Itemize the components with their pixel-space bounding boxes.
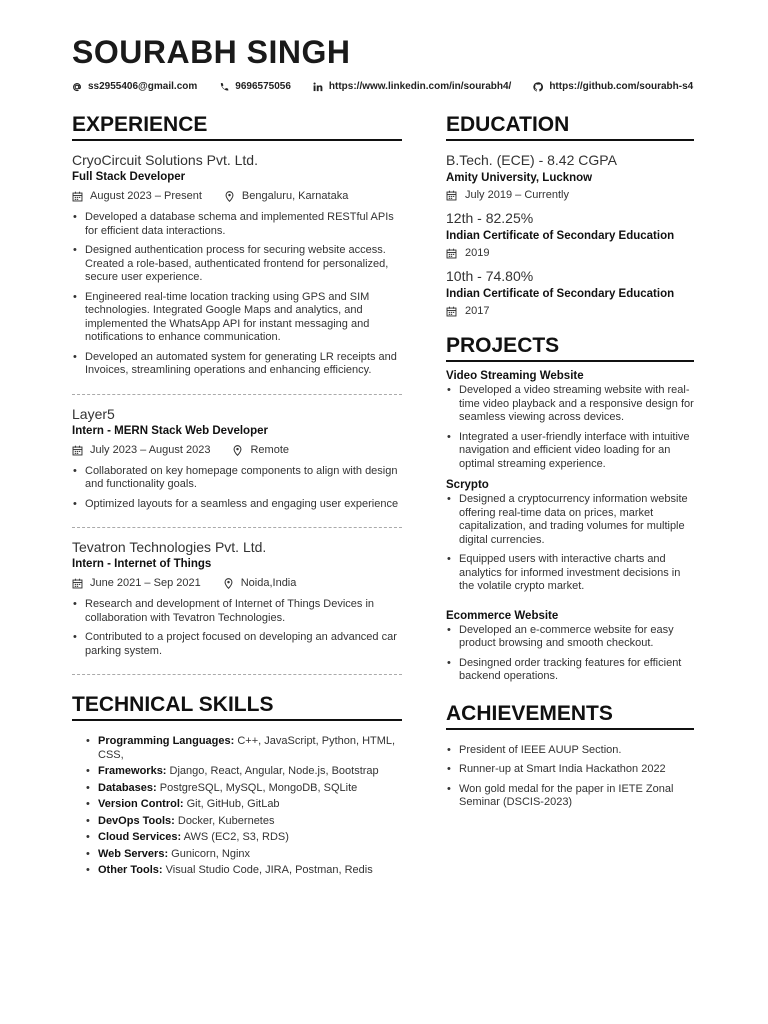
education-date-row xyxy=(446,187,694,204)
project-item xyxy=(446,368,694,471)
education-date-row xyxy=(446,303,694,320)
job-location: Bengaluru, Karnataka xyxy=(241,190,349,202)
job-role: Intern - MERN Stack Web Developer xyxy=(72,424,268,437)
skill-value: Git, GitHub, GitLab xyxy=(186,798,280,810)
skill-label: Web Servers: xyxy=(98,847,169,860)
skill-label: Other Tools: xyxy=(98,864,163,876)
email-text: ss2955406@gmail.com xyxy=(88,81,198,92)
job-dates: July 2023 – August 2023 xyxy=(90,443,211,456)
education-date: July 2019 – Currently xyxy=(465,189,569,201)
achievements-heading: ACHIEVEMENTS xyxy=(446,702,694,730)
map-pin-icon xyxy=(223,578,234,589)
skill-value: Gunicorn, Nginx xyxy=(171,847,251,860)
github-contact[interactable] xyxy=(533,81,693,92)
calendar-icon xyxy=(446,306,457,317)
institution: Indian Certificate of Secondary Education xyxy=(446,230,675,242)
skill-label: Frameworks: xyxy=(98,765,167,777)
project-bullets xyxy=(446,384,694,471)
skills-heading: TECHNICAL SKILLS xyxy=(72,693,402,721)
institution: Amity University, Lucknow xyxy=(446,172,593,184)
list-item: • Designed a cryptocurrency information website offering real-time data on prices, market capitalization, and trading volumes for multiple digital currencies. xyxy=(446,493,694,547)
phone-contact[interactable] xyxy=(219,81,291,92)
job-bullets xyxy=(72,465,402,512)
right-column xyxy=(446,113,694,816)
divider xyxy=(72,527,402,528)
project-title: Video Streaming Website xyxy=(446,370,584,382)
left-column xyxy=(72,113,402,881)
job-meta xyxy=(72,575,402,592)
degree: B.Tech. (ECE) - 8.42 CGPA xyxy=(446,152,617,168)
list-item: • Developed an e-commerce website for easy product browsing and smooth checkout. xyxy=(446,624,694,651)
calendar-icon xyxy=(446,190,457,201)
job-meta xyxy=(72,188,402,205)
list-item: • Equipped users with interactive charts and analytics for informed investment decisions in the volatile crypto market. xyxy=(446,553,694,594)
education-date-row xyxy=(446,245,694,262)
job-role: Intern - Internet of Things xyxy=(72,558,212,570)
job-bullets xyxy=(72,211,402,378)
job-dates: August 2023 – Present xyxy=(90,190,202,202)
list-item xyxy=(86,782,402,796)
divider xyxy=(72,674,402,675)
skill-value: Django, React, Angular, Node.js, Bootstrap xyxy=(169,765,379,777)
list-item: • President of IEEE AUUP Section. xyxy=(446,744,694,758)
project-item xyxy=(446,608,694,684)
list-item xyxy=(86,798,402,812)
experience-item xyxy=(72,405,402,512)
project-item xyxy=(446,477,694,594)
education-heading: EDUCATION xyxy=(446,113,694,141)
list-item: • Integrated a user-friendly interface with intuitive navigation and efficient video loading for an optimal streaming experience. xyxy=(446,431,694,472)
job-role: Full Stack Developer xyxy=(72,171,186,183)
skill-label: Version Control: xyxy=(98,798,184,810)
list-item: • Collaborated on key homepage components to align with design and functionality goals. xyxy=(72,465,402,492)
education-item xyxy=(446,209,694,262)
achievements-list xyxy=(446,744,694,810)
at-icon xyxy=(72,82,82,92)
phone-text: 9696575056 xyxy=(235,81,291,92)
list-item xyxy=(86,735,402,762)
education-date: 2017 xyxy=(465,305,490,317)
list-item xyxy=(86,864,402,878)
linkedin-icon xyxy=(313,82,323,92)
skill-label: Cloud Services: xyxy=(98,831,182,843)
list-item: • Contributed to a project focused on developing an advanced car parking system. xyxy=(72,631,402,658)
degree: 10th - 74.80% xyxy=(446,268,534,284)
list-item xyxy=(86,848,402,862)
skills-list xyxy=(72,735,402,878)
job-dates: June 2021 – Sep 2021 xyxy=(90,577,201,589)
list-item: • Won gold medal for the paper in IETE Zonal Seminar (DSCIS-2023) xyxy=(446,783,694,810)
job-location: Noida,India xyxy=(240,577,297,589)
company-name: Tevatron Technologies Pvt. Ltd. xyxy=(72,539,267,555)
list-item: • Designed authentication process for securing website access. Created a role-based, authenticated frontend for personalized, secure user experience. xyxy=(72,244,402,285)
institution: Indian Certificate of Secondary Education xyxy=(446,288,675,300)
skill-value: Visual Studio Code, JIRA, Postman, Redis xyxy=(165,864,373,876)
list-item xyxy=(86,765,402,779)
calendar-icon xyxy=(72,191,83,202)
education-item xyxy=(446,151,694,204)
list-item xyxy=(86,815,402,829)
map-pin-icon xyxy=(224,191,235,202)
phone-icon xyxy=(219,82,229,92)
list-item: • Optimized layouts for a seamless and engaging user experience xyxy=(72,498,402,512)
list-item: • Research and development of Internet of Things Devices in collaboration with Tevatron Technologies. xyxy=(72,598,402,625)
calendar-icon xyxy=(72,445,83,456)
skill-value: PostgreSQL, MySQL, MongoDB, SQLite xyxy=(159,781,358,794)
list-item: • Developed a database schema and implemented RESTful APIs for efficient data interactions. xyxy=(72,211,402,238)
degree: 12th - 82.25% xyxy=(446,210,534,226)
linkedin-link: https://www.linkedin.com/in/sourabh4/ xyxy=(328,81,512,92)
skill-label: Databases: xyxy=(98,781,157,794)
project-bullets xyxy=(446,624,694,684)
list-item: • Developed a video streaming website with real-time video playback and a responsive design for seamless viewing across devices. xyxy=(446,384,694,425)
list-item: • Desingned order tracking features for efficient backend operations. xyxy=(446,657,694,684)
email-contact[interactable] xyxy=(72,81,197,92)
list-item: • Runner-up at Smart India Hackathon 2022 xyxy=(446,763,694,777)
resume-name: SOURABH SINGH xyxy=(72,34,351,70)
github-icon xyxy=(533,82,543,92)
project-title: Ecommerce Website xyxy=(446,609,559,622)
job-location: Remote xyxy=(250,443,290,456)
map-pin-icon xyxy=(232,445,243,456)
calendar-icon xyxy=(446,248,457,259)
experience-item xyxy=(72,151,402,378)
projects-heading: PROJECTS xyxy=(446,334,694,362)
linkedin-contact[interactable] xyxy=(313,81,511,92)
job-bullets xyxy=(72,598,402,658)
skill-label: DevOps Tools: xyxy=(98,814,175,827)
contact-bar xyxy=(72,81,693,92)
company-name: CryoCircuit Solutions Pvt. Ltd. xyxy=(72,152,258,168)
company-name: Layer5 xyxy=(72,405,115,422)
list-item: • Engineered real-time location tracking using GPS and SIM technologies. Integrated Google Maps and analytics, and implemented the WhatsApp API for instant messaging and notifications to enhance communication. xyxy=(72,291,402,345)
list-item xyxy=(86,831,402,845)
project-bullets xyxy=(446,493,694,594)
job-meta xyxy=(72,442,402,459)
skill-value: C++, JavaScript, Python, HTML, CSS, xyxy=(98,735,396,761)
education-date: 2019 xyxy=(465,247,490,259)
skill-label: Programming Languages: xyxy=(98,735,235,747)
skill-value: AWS (EC2, S3, RDS) xyxy=(183,831,289,843)
calendar-icon xyxy=(72,578,83,589)
github-link: https://github.com/sourabh-s4 xyxy=(549,81,694,92)
experience-item xyxy=(72,538,402,658)
project-title: Scrypto xyxy=(446,479,489,491)
divider xyxy=(72,394,402,395)
skill-value: Docker, Kubernetes xyxy=(177,814,275,827)
experience-heading: EXPERIENCE xyxy=(72,113,402,141)
list-item: • Developed an automated system for generating LR receipts and Invoices, streamlining operations and enhancing efficiency. xyxy=(72,351,402,378)
education-item xyxy=(446,267,694,320)
